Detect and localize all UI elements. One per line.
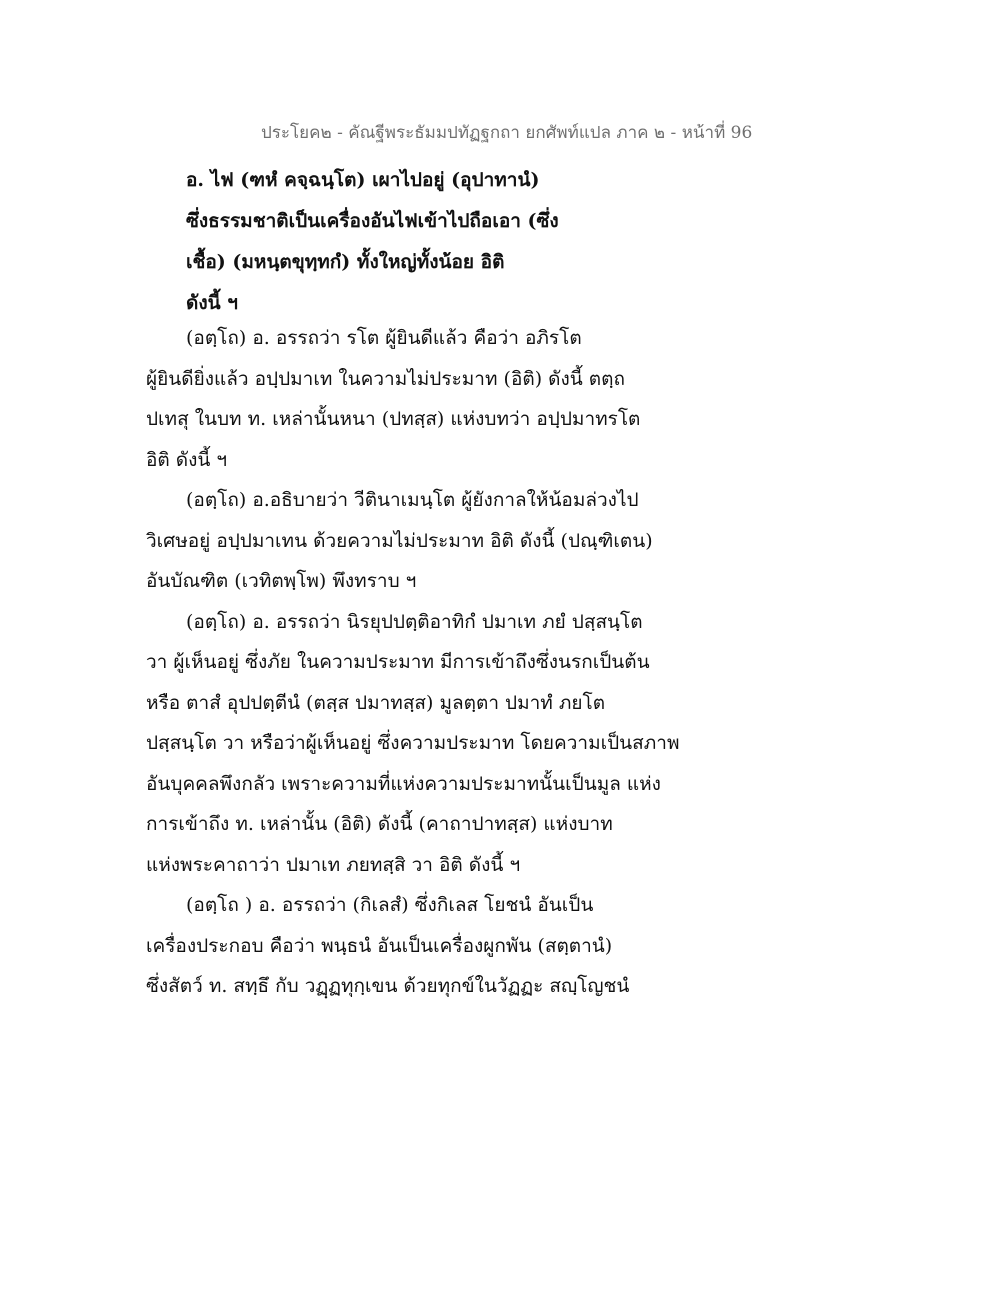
paragraph-line: แห่งพระคาถาว่า ปมาเท ภยทสฺสิ วา อิติ ดังนี้ ฯ (146, 853, 521, 876)
paragraph-line: อันบุคคลพึงกลัว เพราะความที่แห่งความประมาทนั้นเป็นมูล แห่ง (146, 772, 661, 795)
paragraph-line: เครื่องประกอบ คือว่า พนฺธนํ อันเป็นเครื่องผูกพัน (สตฺตานํ) (146, 934, 613, 957)
verse-line: อ. ไฟ (ฑหํ คจฺฉนฺโต) เผาไปอยู่ (อุปาทานํ) (186, 169, 540, 191)
paragraph-line: การเข้าถึง ท. เหล่านั้น (อิติ) ดังนี้ (คาถาปาทสฺส) แห่งบาท (146, 813, 613, 835)
paragraph-line: อิติ ดังนี้ ฯ (146, 448, 228, 471)
paragraph-line: อันบัณฑิต (เวทิตพฺโพ) พึงทราบ ฯ (146, 570, 417, 592)
paragraph (146, 318, 846, 480)
paragraph (146, 602, 846, 886)
verse-line: ซึ่งธรรมชาติเป็นเครื่องอันไฟเข้าไปถือเอา (ซึ่ง (186, 210, 559, 232)
verse-line: เชื้อ) (มหนฺตขุทฺทกํ) ทั้งใหญ่ทั้งน้อย อิติ (186, 251, 505, 273)
verse-line: ดังนี้ ฯ (186, 292, 238, 314)
paragraph-line: ผู้ยินดียิ่งแล้ว อปฺปมาเท ในความไม่ประมาท (อิติ) ดังนี้ ตตฺถ (146, 367, 625, 390)
verse-block (186, 160, 746, 324)
running-header: ประโยค๒ - คัณฐีพระธัมมปทัฏฐกถา ยกศัพท์แปล ภาค ๒ - หน้าที่ 96 (261, 123, 753, 143)
paragraph-line: (อตฺโถ ) อ. อรรถว่า (กิเลสํ) ซึ่งกิเลส โยชนํ อันเป็น (186, 894, 594, 916)
paragraph-line: วา ผู้เห็นอยู่ ซึ่งภัย ในความประมาท มีการเข้าถึงซึ่งนรกเป็นต้น (146, 651, 650, 673)
paragraph (146, 480, 846, 602)
paragraph-line: (อตฺโถ) อ. อรรถว่า นิรยุปปตฺติอาทิกํ ปมาเท ภยํ ปสฺสนฺโต (186, 610, 643, 633)
paragraph-line: ซึ่งสัตว์ ท. สทฺธึ กับ วฏฺฏทุกฺเขน ด้วยทุกข์ในวัฏฏะ สญฺโญชนํ (146, 975, 630, 997)
paragraph (146, 885, 846, 1007)
paragraph-line: ปสฺสนฺโต วา หรือว่าผู้เห็นอยู่ ซึ่งความประมาท โดยความเป็นสภาพ (146, 732, 680, 754)
paragraph-line: (อตฺโถ) อ.อธิบายว่า วีตินาเมนฺโต ผู้ยังกาลให้น้อมล่วงไป (186, 489, 639, 511)
paragraph-line: หรือ ตาสํ อุปปตฺตีนํ (ตสฺส ปมาทสฺส) มูลตฺตา ปมาทํ ภยโต (146, 691, 606, 714)
paragraph-line: (อตฺโถ) อ. อรรถว่า รโต ผู้ยินดีแล้ว คือว่า อภิรโต (186, 327, 582, 349)
paragraph-line: วิเศษอยู่ อปฺปมาเทน ด้วยความไม่ประมาท อิติ ดังนี้ (ปณฺฑิเตน) (146, 529, 653, 552)
paragraph-line: ปเทสุ ในบท ท. เหล่านั้นหนา (ปทสฺส) แห่งบทว่า อปฺปมาทรโต (146, 408, 641, 430)
commentary-body (146, 318, 846, 1007)
